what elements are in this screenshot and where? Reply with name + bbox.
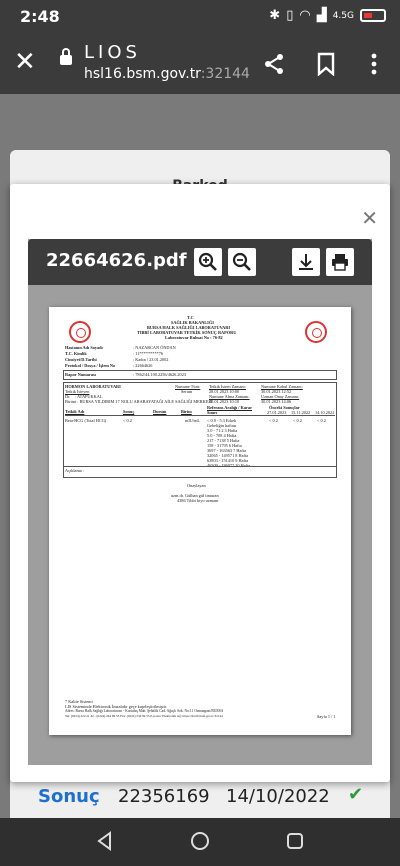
recents-icon[interactable] <box>284 830 306 852</box>
dr-name: : ATAFUKKAL <box>75 394 103 399</box>
prev-val-2: < 0.2 <box>317 418 326 423</box>
uzman-0: uzm.dr. Gülhan gül timuran <box>171 493 219 498</box>
th-referans: Referans Aralığı / Karar Sınırı <box>207 405 252 415</box>
back-icon[interactable] <box>94 830 116 852</box>
kurum: Birimi : BURSA YILDIRIM 17 NOLU ARABAYATAĞI AİLE SAĞLIĞI MERKEZİ <box>65 399 213 404</box>
lab-emblem-icon <box>305 321 327 343</box>
close-tab-button[interactable]: ✕ <box>14 47 36 77</box>
zoom-out-icon <box>232 252 252 272</box>
doc-header-2: BURSA HALK SAĞLIĞI LABORATUVARI <box>147 325 231 330</box>
zoom-out-button[interactable] <box>228 248 256 276</box>
pdf-filename: 22664626.pdf <box>46 250 187 271</box>
col-kabul: Numune Kabul Zamanı: <box>261 384 303 389</box>
patient-value-1: : 11*********76 <box>133 351 164 356</box>
alma-zamani: 30.01.2023 10:10 <box>209 399 240 404</box>
patient-label-2: Cinsiyet/D.Tarihi <box>65 357 97 362</box>
aciklama-box <box>63 466 337 478</box>
test-unit: mIU/mL <box>185 418 201 423</box>
onay-zamani: 30.01.2023 14:06 <box>261 399 292 404</box>
col-numune: Numune Türü: <box>175 384 201 389</box>
status-bar <box>0 0 400 34</box>
doc-header-4: Laboratuvar Ruhsat No : 76-82 <box>165 335 223 340</box>
numune-tur: Serum <box>181 389 193 394</box>
pdf-viewer <box>28 239 372 765</box>
print-icon <box>330 252 350 272</box>
modal-close-button[interactable]: ✕ <box>361 206 378 230</box>
footer-2: Adres: Bursa Halk Sağlığı Laboratuvarı - Kurtuluş Mah. Şehitlik Cad. Ağaçlı Sok. No:11 Osmangazi/BURSA <box>65 709 224 713</box>
doc-header-1: SAĞLIK BAKANLIĞI <box>171 320 214 325</box>
url-port: :32144 <box>200 66 250 82</box>
zoom-in-icon <box>198 252 218 272</box>
col-istem: Tetkik İstem Zamanı: <box>209 384 246 389</box>
kabul-zamani: 30.01.2023 12:52 <box>261 389 292 394</box>
zoom-in-button[interactable] <box>194 248 222 276</box>
download-icon <box>296 252 316 272</box>
ref-line-8: 63803 - 151410 9 Hafta <box>207 458 249 463</box>
test-result: < 0.2 <box>123 418 132 423</box>
prev-val-0: < 0.2 <box>269 418 278 423</box>
result-row[interactable] <box>10 778 390 818</box>
result-barcode: 22356169 <box>118 786 210 807</box>
patient-label-0: Hastanın Adı Soyadı <box>65 345 103 350</box>
patient-value-2: : Kadın / 23.01.2002 <box>133 357 169 362</box>
pdf-page <box>49 307 351 735</box>
prev-date-0: 27.01.2023 <box>267 410 287 415</box>
alma-label: Numune Alma Zamanı: <box>209 394 250 399</box>
page-title: LIOS <box>84 42 141 63</box>
patient-label-1: T.C. Kimlik <box>65 351 87 356</box>
patient-label-3: Protokol / Dosya / İşlem No <box>65 363 116 368</box>
doc-header-0: T.C <box>187 315 194 320</box>
ref-line-3: 5.0 - 708 4 Hafta <box>207 433 237 438</box>
page-number: Sayfa 1 / 1 <box>317 714 336 719</box>
lock-icon <box>60 54 72 68</box>
aciklama: Açıklama : <box>65 468 84 473</box>
uzman-1: 4386 Tıbbi biyo uzmanı <box>177 498 219 503</box>
bookmark-icon[interactable] <box>316 52 336 76</box>
onay-label: Uzman Onay Zamanı: <box>261 394 300 399</box>
dr-label: Dr. <box>65 394 71 399</box>
rapor-box <box>63 370 337 380</box>
ref-line-2: 3.0 - 71.2 3 Hafta <box>207 428 238 433</box>
footer-3: Tel: (0224) 224 21 42 - (0224) 244 69 53 Fax: (0224) 234 84 55 E-posta: Elektronik Ağ: https://hsl16.bsm.gov.tr:32144 <box>65 714 223 718</box>
pdf-modal <box>10 184 390 782</box>
result-link[interactable]: Sonuç <box>38 786 100 807</box>
ref-line-1: Gebeliğin haftası <box>207 423 237 428</box>
url-host: hsl16.bsm.gov.tr <box>84 66 201 82</box>
istem-zamani: 28.01.2023 10:00 <box>209 389 240 394</box>
print-button[interactable] <box>326 248 354 276</box>
prev-val-1: < 0.2 <box>293 418 302 423</box>
th-birim: Birim <box>181 409 192 414</box>
prev-date-1: 15.11.2022 <box>291 410 311 415</box>
patient-value-3: : 22664626 <box>133 363 153 368</box>
bluetooth-icon: ✱ <box>269 8 281 23</box>
ministry-emblem-icon <box>69 321 91 343</box>
footer-1: LIS Sisteminde Elektronik İmzalıdır geçe kaşeleştirilmiştir. <box>65 704 168 709</box>
th-tetkik: Tetkik Adı <box>65 409 85 414</box>
onaylayan: Onaylayan <box>187 483 206 488</box>
more-menu-icon[interactable] <box>362 52 386 76</box>
signal-icon: ▟ <box>316 8 327 23</box>
status-icons <box>269 8 386 23</box>
ref-line-5: 158 - 31795 6 Hafta <box>207 443 242 448</box>
ref-line-0: < 0.9 - 5.3 Erkek <box>207 418 237 423</box>
home-icon[interactable] <box>189 830 211 852</box>
pdf-toolbar <box>28 239 372 285</box>
rapor-no-label: Rapor Numarası <box>65 372 96 377</box>
doc-header-3: TIBBİ LABORATUVAR TETKİK SONUÇ RAPORU <box>137 330 237 335</box>
th-durum: Durum <box>153 409 167 414</box>
wifi-icon: ◠ <box>299 8 311 23</box>
status-time: 2:48 <box>20 7 60 26</box>
battery-icon <box>360 9 386 22</box>
th-sonuc: Sonuç <box>123 409 135 414</box>
ref-line-7: 32065 - 149571 8 Hafta <box>207 453 249 458</box>
url-bar[interactable] <box>84 66 250 82</box>
lab-name: HORMON LABORATUVARI <box>65 384 121 389</box>
prev-date-2: 14.10.2022 <box>315 410 335 415</box>
footer-0: * Kalite Sistemi <box>65 699 93 704</box>
ref-line-6: 3697 - 163563 7 Hafta <box>207 448 246 453</box>
result-date: 14/10/2022 <box>226 786 330 807</box>
test-name: Beta-HCG (Total HCG) <box>65 418 107 423</box>
patient-value-0: : NAZARCAN ÖNDAN <box>133 345 176 350</box>
th-onceki: Önceki Sonuçlar <box>269 405 300 410</box>
vibrate-icon: ▯ <box>286 8 294 23</box>
browser-toolbar <box>0 34 400 94</box>
share-icon[interactable] <box>262 52 286 76</box>
table-divider <box>65 415 335 416</box>
check-icon: ✔ <box>348 784 364 805</box>
rapor-no: : 7862/44.100.2256/4626.2023 <box>133 372 186 377</box>
system-nav-bar <box>0 818 400 866</box>
ref-line-4: 217 - 7138 5 Hafta <box>207 438 240 443</box>
network-type: 4.5G <box>332 10 354 21</box>
ref-line-9: 46509 - 186977 10 Hafta <box>207 463 251 468</box>
download-button[interactable] <box>292 248 320 276</box>
tetkik-isteyen: Tetkik İsteyen <box>65 389 90 394</box>
